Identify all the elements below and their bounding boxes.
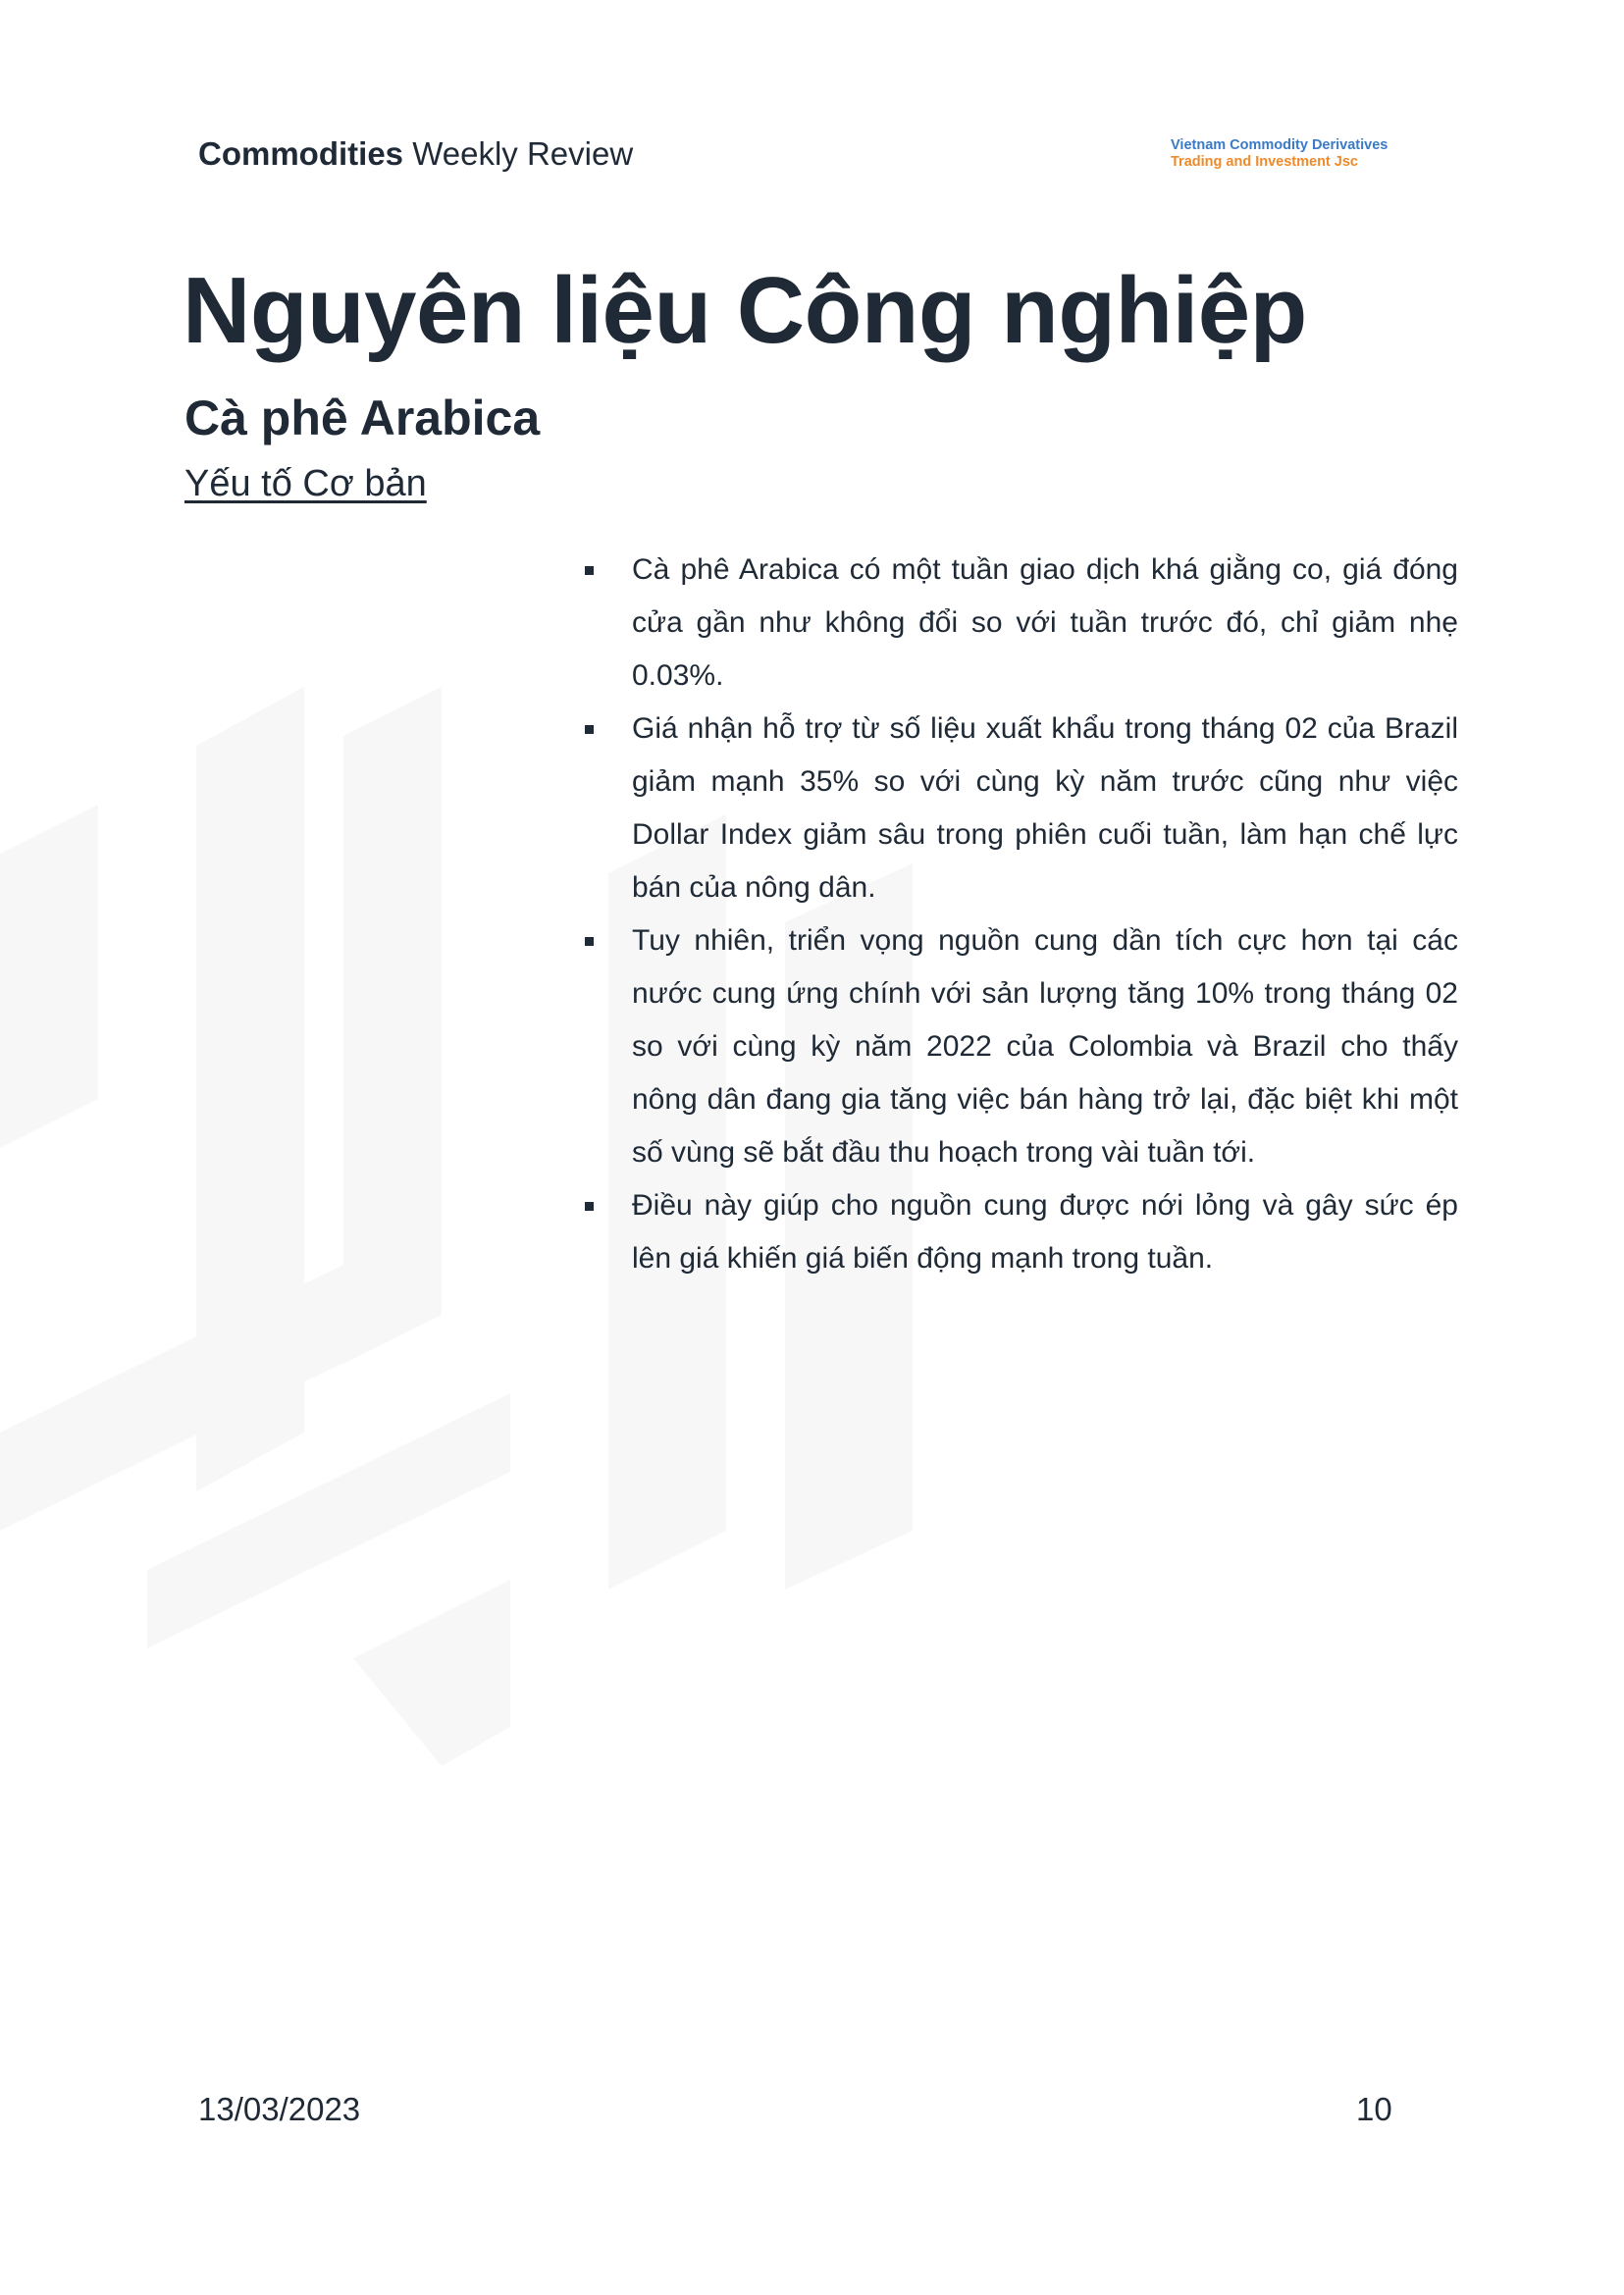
list-item bbox=[585, 703, 1458, 914]
bullet-list bbox=[585, 544, 1458, 1285]
report-header-title bbox=[198, 135, 633, 173]
section-heading: Yếu tố Cơ bản bbox=[184, 463, 427, 504]
logo-line-1: Vietnam Commodity Derivatives bbox=[1171, 137, 1388, 153]
bullet-text: Điều này giúp cho nguồn cung được nới lỏng và gây sức ép lên giá khiến giá biến động mạnh trong tuần. bbox=[632, 1189, 1458, 1275]
header-title-light: Weekly Review bbox=[403, 135, 634, 172]
square-bullet-icon bbox=[585, 566, 594, 575]
footer-date: 13/03/2023 bbox=[198, 2091, 361, 2127]
square-bullet-icon bbox=[585, 725, 594, 734]
logo-line-2: Trading and Investment Jsc bbox=[1171, 153, 1358, 170]
header-title-bold: Commodities bbox=[198, 135, 404, 172]
bullet-text: Cà phê Arabica có một tuần giao dịch khá giằng co, giá đóng cửa gần như không đổi so với tuần trước đó, chỉ giảm nhẹ 0.03%. bbox=[632, 553, 1458, 692]
square-bullet-icon bbox=[585, 1202, 594, 1211]
list-item bbox=[585, 544, 1458, 703]
page-subtitle: Cà phê Arabica bbox=[184, 391, 541, 445]
bullet-text: Giá nhận hỗ trợ từ số liệu xuất khẩu trong tháng 02 của Brazil giảm mạnh 35% so với cùng kỳ năm trước cũng như việc Dollar Index giảm sâu trong phiên cuối tuần, làm hạn chế lực bán của nông dân. bbox=[632, 712, 1458, 904]
list-item bbox=[585, 1179, 1458, 1285]
company-logo bbox=[1171, 137, 1388, 170]
page-title: Nguyên liệu Công nghiệp bbox=[183, 258, 1307, 363]
page-number: 10 bbox=[1356, 2091, 1392, 2127]
bullet-text: Tuy nhiên, triển vọng nguồn cung dần tích cực hơn tại các nước cung ứng chính với sản lượng tăng 10% trong tháng 02 so với cùng kỳ năm 2022 của Colombia và Brazil cho thấy nông dân đang gia tăng việc bán hàng trở lại, đặc biệt khi một số vùng sẽ bắt đầu thu hoạch trong vài tuần tới. bbox=[632, 924, 1458, 1169]
square-bullet-icon bbox=[585, 937, 594, 946]
list-item bbox=[585, 914, 1458, 1179]
